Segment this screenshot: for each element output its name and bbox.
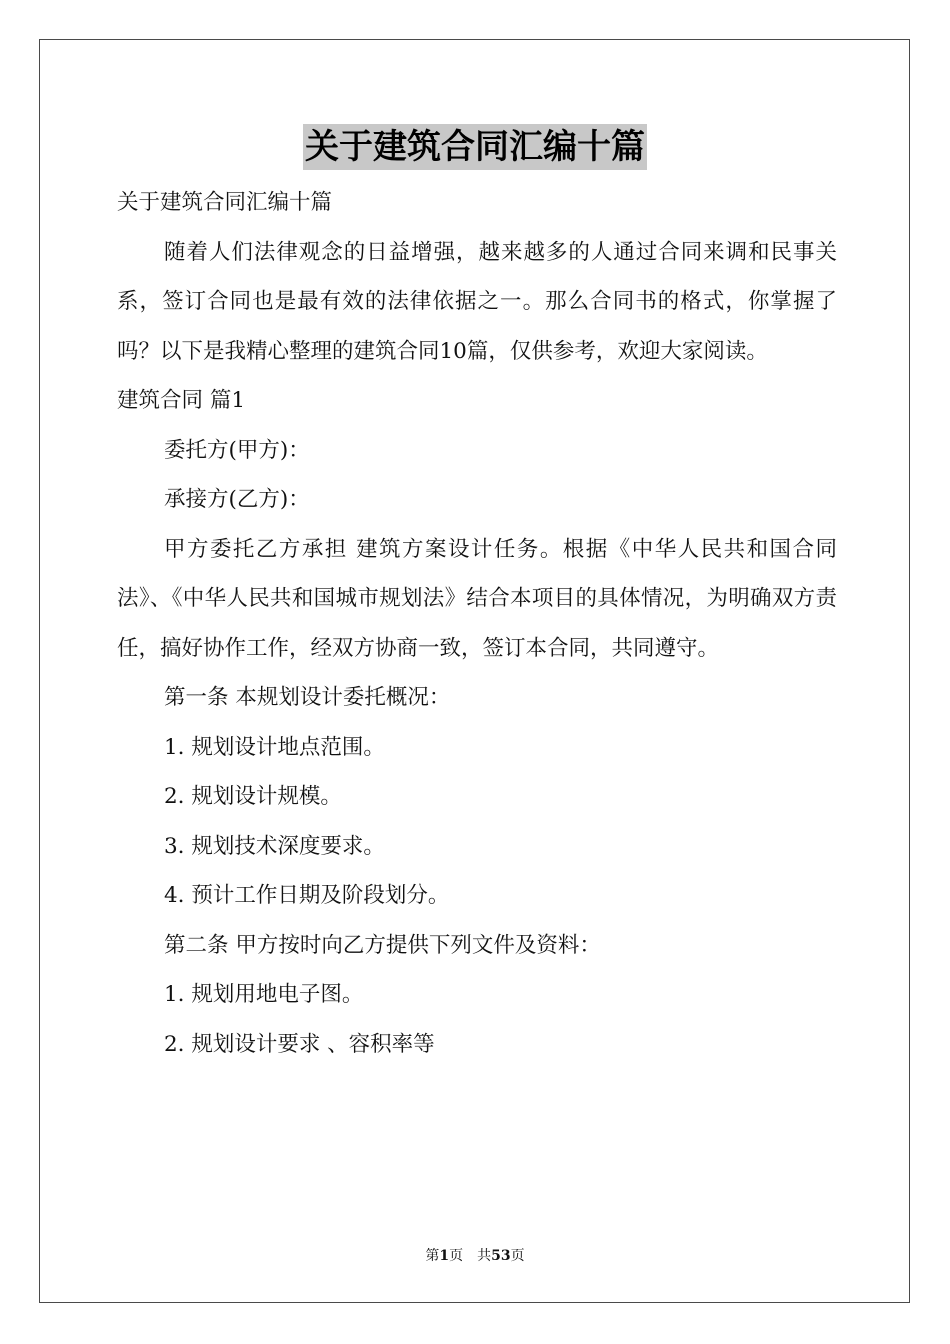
article-1-item: 4. 预计工作日期及阶段划分。 bbox=[164, 883, 450, 908]
document-body bbox=[117, 178, 837, 1069]
article-2-item: 2. 规划设计要求 、容积率等 bbox=[164, 1031, 435, 1057]
page-number-total: 53 bbox=[491, 1248, 511, 1264]
article-1-heading: 第一条 本规划设计委托概况： bbox=[164, 685, 451, 710]
article-2-heading: 第二条 甲方按时向乙方提供下列文件及资料： bbox=[164, 932, 601, 958]
document-subtitle: 关于建筑合同汇编十篇 bbox=[117, 190, 333, 215]
footer-label-pre: 第 bbox=[425, 1248, 440, 1264]
article-2-item: 1. 规划用地电子图。 bbox=[164, 982, 364, 1007]
intro-paragraph: 随着人们法律观念的日益增强，越来越多的人通过合同来调和民事关系，签订合同也是最有效的法律依据之一。那么合同书的格式，你掌握了吗？以下是我精心整理的建筑合同10篇，仅供参考，欢迎大家阅读。 bbox=[117, 239, 837, 364]
title-container bbox=[0, 124, 950, 170]
party-a-line: 委托方(甲方)： bbox=[164, 437, 310, 463]
document-title: 关于建筑合同汇编十篇 bbox=[303, 124, 647, 170]
page-footer bbox=[0, 1245, 950, 1265]
page-number-current: 1 bbox=[439, 1248, 450, 1264]
footer-label-post: 页 bbox=[510, 1248, 525, 1264]
section-heading: 建筑合同 篇1 bbox=[117, 388, 246, 413]
article-1-item: 3. 规划技术深度要求。 bbox=[164, 833, 385, 859]
article-1-item: 2. 规划设计规模。 bbox=[164, 784, 342, 809]
footer-label-mid: 页 共 bbox=[449, 1248, 492, 1264]
party-b-line: 承接方(乙方)： bbox=[164, 487, 310, 512]
purpose-paragraph: 甲方委托乙方承担 建筑方案设计任务。根据《中华人民共和国合同法》、《中华人民共和国城市规划法》结合本项目的具体情况，为明确双方责任，搞好协作工作，经双方协商一致，签订本合同，共同遵守。 bbox=[117, 536, 837, 661]
article-1-item: 1. 规划设计地点范围。 bbox=[164, 734, 385, 760]
